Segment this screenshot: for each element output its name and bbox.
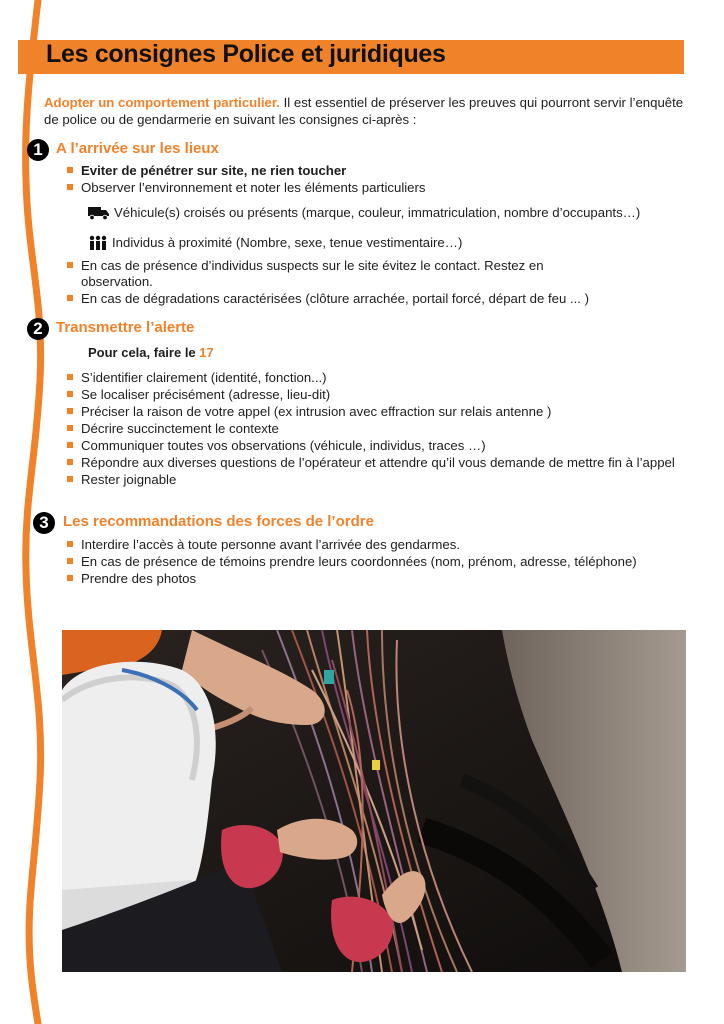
arrival-list-after — [67, 258, 607, 308]
call-instruction — [88, 345, 214, 361]
sub-item-text: Individus à proximité (Nombre, sexe, tenue vestimentaire…) — [112, 235, 463, 250]
list-item: Eviter de pénétrer sur site, ne rien toucher — [67, 163, 687, 179]
intro-text: Il est essentiel de préserver les preuves qui pourront servir l’enquête de police ou de gendarmerie en suivant les consignes ci-après : — [44, 95, 684, 127]
arrival-list — [67, 163, 687, 197]
recommendations-list — [67, 537, 687, 588]
list-item: Répondre aux diverses questions de l’opérateur et attendre qu’il vous demande de mettre fin à l’appel — [67, 455, 687, 471]
sub-item-text: Véhicule(s) croisés ou présents (marque, couleur, immatriculation, nombre d’occupants…) — [114, 205, 641, 220]
intro-paragraph — [44, 94, 684, 128]
truck-icon — [88, 206, 110, 220]
call-label: Pour cela, faire le — [88, 345, 200, 360]
list-item: En cas de présence d’individus suspects sur le site évitez le contact. Restez en observation. — [67, 258, 607, 290]
section-title-recommendations: Les recommandations des forces de l’ordre — [63, 513, 374, 530]
emergency-number: 17 — [199, 345, 214, 360]
list-item: S’identifier clairement (identité, fonction...) — [67, 370, 687, 386]
alert-list — [67, 370, 687, 489]
section-number-3: 3 — [33, 512, 55, 534]
section-number-2: 2 — [27, 318, 49, 340]
cable-photo — [62, 630, 686, 972]
section-title-arrival: A l’arrivée sur les lieux — [56, 140, 219, 157]
list-item: Décrire succinctement le contexte — [67, 421, 687, 437]
list-item: En cas de présence de témoins prendre leurs coordonnées (nom, prénom, adresse, téléphone) — [67, 554, 687, 570]
list-item: Se localiser précisément (adresse, lieu-dit) — [67, 387, 687, 403]
list-item: Observer l’environnement et noter les éléments particuliers — [67, 180, 687, 196]
section-number-1: 1 — [27, 139, 49, 161]
list-item: Rester joignable — [67, 472, 687, 488]
people-icon — [88, 235, 108, 251]
list-item: Communiquer toutes vos observations (véhicule, individus, traces …) — [67, 438, 687, 454]
list-item: Prendre des photos — [67, 571, 687, 587]
list-item: En cas de dégradations caractérisées (clôture arrachée, portail forcé, départ de feu ... ) — [67, 291, 701, 307]
list-item: Interdire l’accès à toute personne avant l’arrivée des gendarmes. — [67, 537, 687, 553]
list-item: Préciser la raison de votre appel (ex intrusion avec effraction sur relais antenne ) — [67, 404, 687, 420]
sub-item-vehicle — [88, 205, 640, 221]
page-title: Les consignes Police et juridiques — [46, 40, 446, 68]
intro-lead: Adopter un comportement particulier. — [44, 95, 280, 110]
sub-item-individuals — [88, 235, 462, 251]
section-title-alert: Transmettre l’alerte — [56, 319, 195, 336]
